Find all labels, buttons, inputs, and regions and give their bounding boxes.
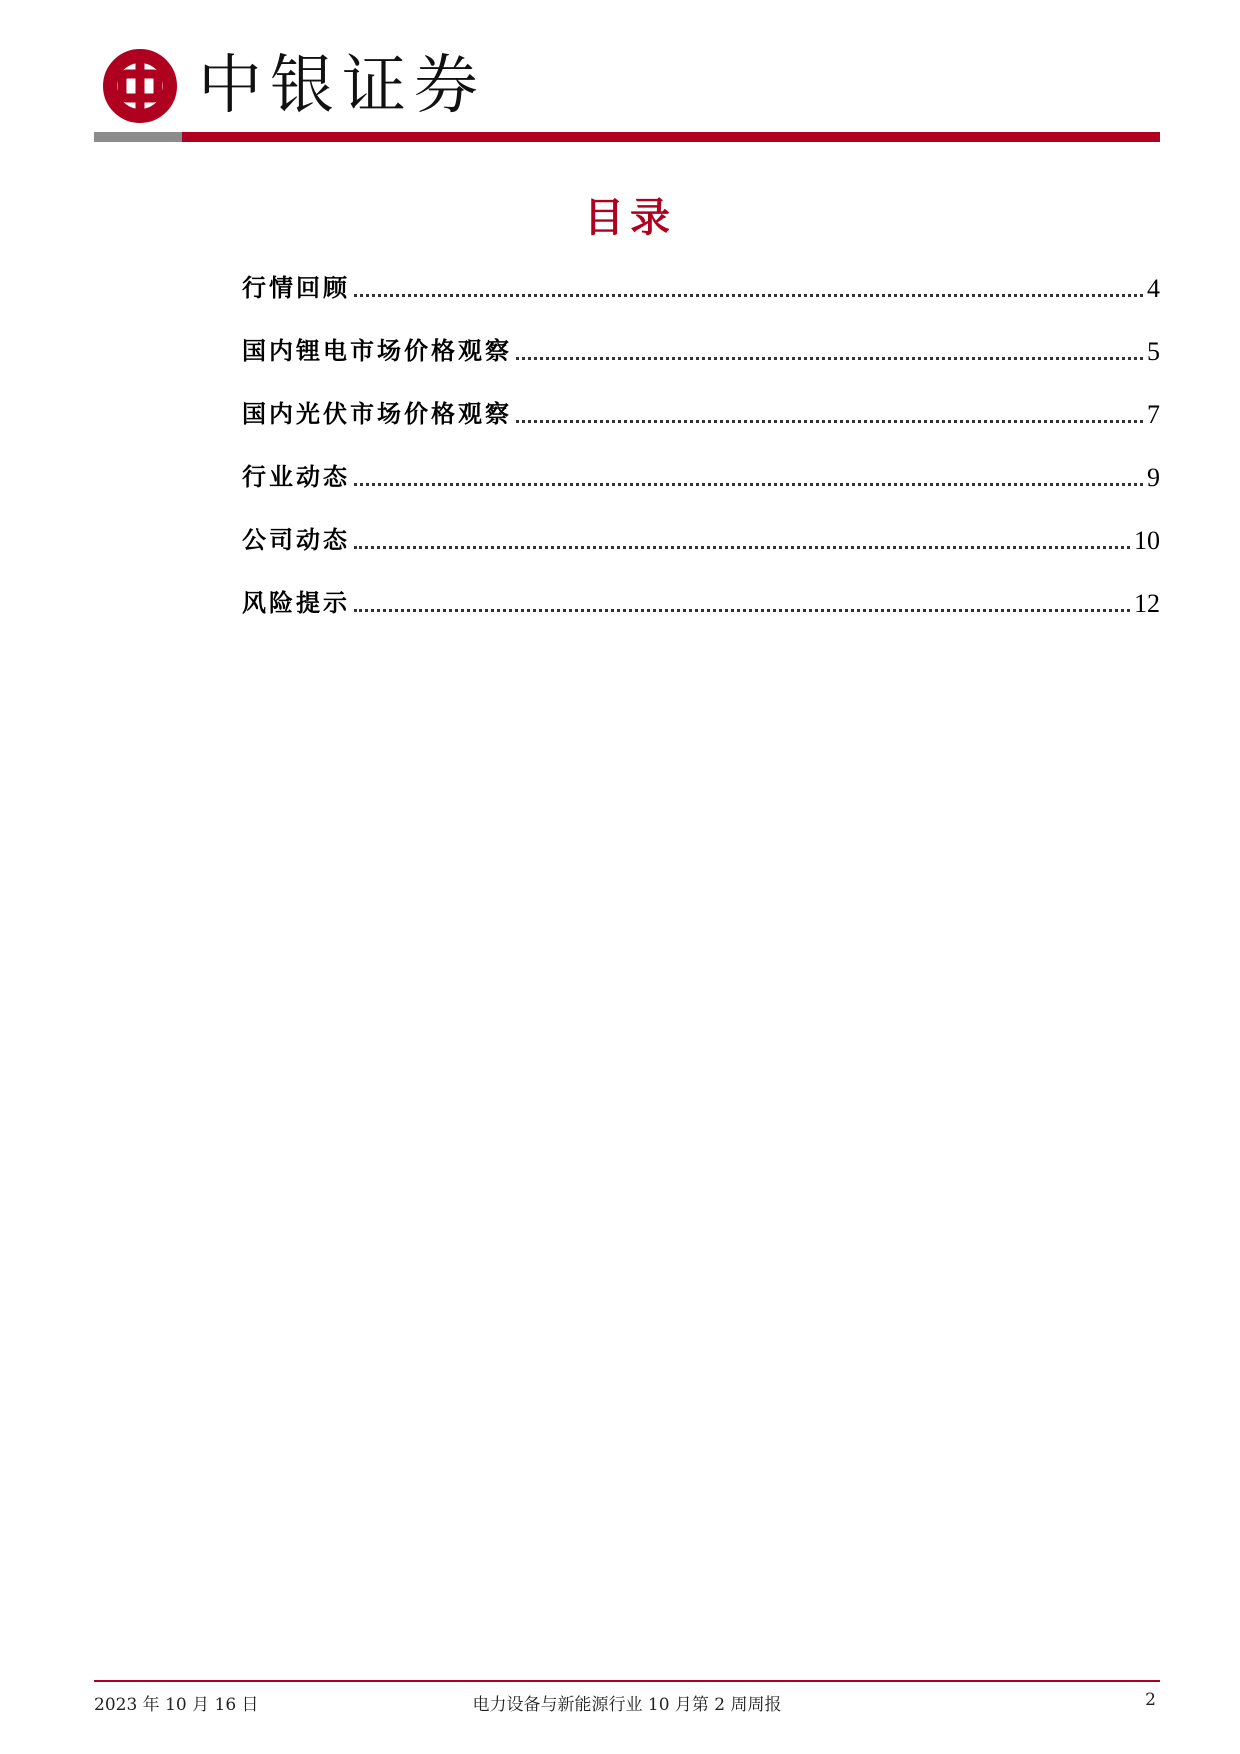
toc-entry-page: 5 (1147, 337, 1160, 366)
toc-entry-label: 行业动态 (242, 463, 350, 491)
brand-name: 中银证券 (198, 49, 486, 123)
toc-leader-dots (354, 609, 1130, 612)
toc-entry-page: 4 (1147, 274, 1160, 303)
toc-entry[interactable] (242, 335, 1160, 368)
header-rule-red (182, 132, 1160, 142)
toc-leader-dots (354, 546, 1130, 549)
toc-entry-label: 国内锂电市场价格观察 (242, 337, 512, 365)
toc-entry-page: 9 (1147, 463, 1160, 492)
footer-date: 2023 年 10 月 16 日 (94, 1695, 259, 1715)
toc-entry-page: 12 (1134, 589, 1160, 618)
toc-leader-dots (354, 294, 1143, 297)
toc-entry[interactable] (242, 461, 1160, 494)
toc-entry[interactable] (242, 524, 1160, 557)
toc-title: 目录 (584, 195, 676, 241)
toc-leader-dots (354, 483, 1143, 486)
toc-entry-label: 风险提示 (242, 589, 350, 617)
toc-entry-label: 公司动态 (242, 526, 350, 554)
page-header (0, 0, 1240, 150)
toc-entry[interactable] (242, 587, 1160, 620)
table-of-contents (242, 272, 1160, 650)
toc-entry-page: 7 (1147, 400, 1160, 429)
toc-entry[interactable] (242, 272, 1160, 305)
toc-entry[interactable] (242, 398, 1160, 431)
header-rule-gray (94, 132, 182, 142)
footer-page-number: 2 (1145, 1690, 1156, 1710)
toc-leader-dots (516, 357, 1143, 360)
footer-report-title: 电力设备与新能源行业 10 月第 2 周周报 (472, 1695, 782, 1715)
footer-rule (94, 1680, 1160, 1682)
toc-entry-page: 10 (1134, 526, 1160, 555)
toc-leader-dots (516, 420, 1143, 423)
toc-entry-label: 国内光伏市场价格观察 (242, 400, 512, 428)
bank-of-china-logo-icon (100, 46, 180, 126)
toc-entry-label: 行情回顾 (242, 274, 350, 302)
page-footer (94, 1688, 1160, 1718)
